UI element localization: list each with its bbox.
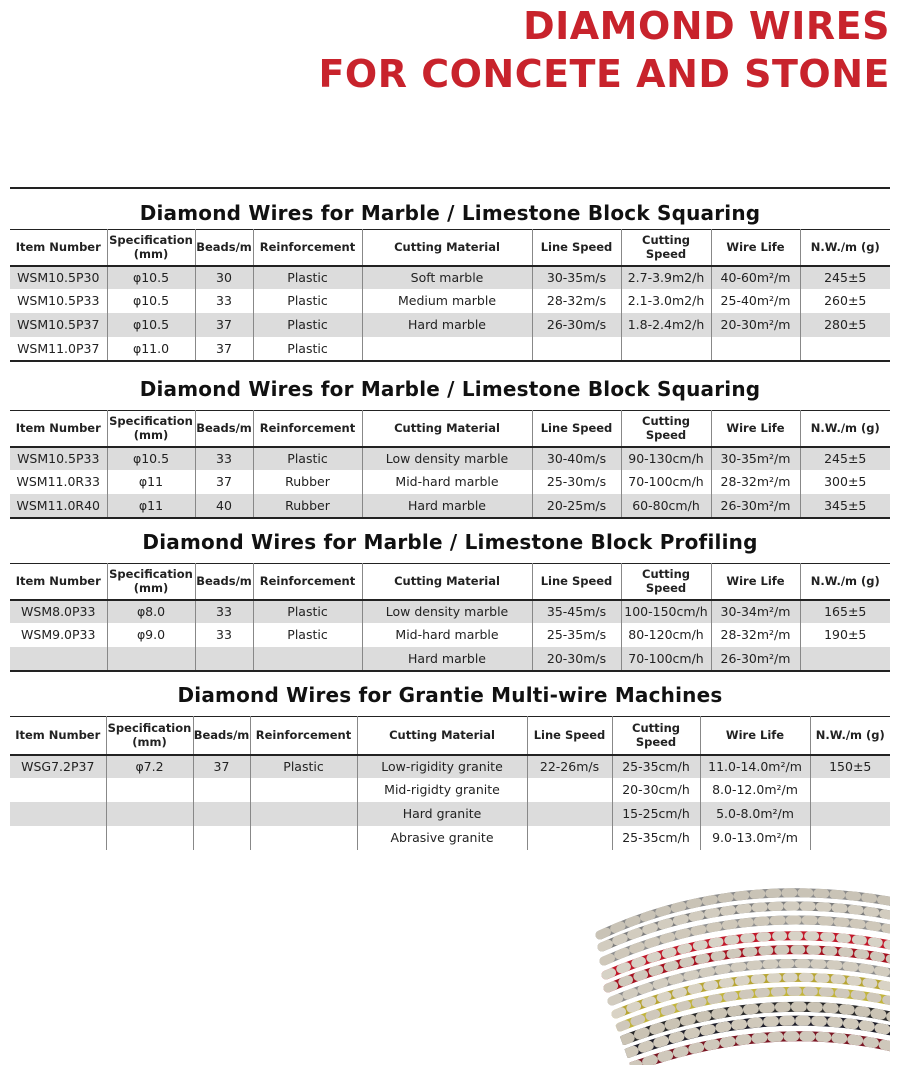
col-nw: N.W./m (g) bbox=[810, 717, 890, 755]
table-row bbox=[10, 337, 890, 361]
cell: 11.0-14.0m²/m bbox=[700, 755, 810, 778]
cell bbox=[106, 778, 193, 802]
cell: 40 bbox=[195, 494, 253, 518]
cell: 190±5 bbox=[800, 623, 890, 647]
cell bbox=[250, 826, 357, 850]
cell: 26-30m/s bbox=[532, 313, 621, 337]
cell: 15-25cm/h bbox=[612, 802, 700, 826]
cell: 37 bbox=[195, 337, 253, 361]
section-title: Diamond Wires for Grantie Multi-wire Machines bbox=[177, 683, 723, 707]
cell: 1.8-2.4m2/h bbox=[621, 313, 711, 337]
cell: 245±5 bbox=[800, 266, 890, 289]
cell bbox=[527, 802, 612, 826]
cell: 22-26m/s bbox=[527, 755, 612, 778]
cell bbox=[106, 802, 193, 826]
table-row bbox=[10, 470, 890, 494]
cell bbox=[106, 826, 193, 850]
cell: 2.7-3.9m2/h bbox=[621, 266, 711, 289]
col-reinforcement: Reinforcement bbox=[253, 411, 362, 447]
table-header bbox=[10, 717, 890, 755]
cell: 33 bbox=[195, 623, 253, 647]
col-cutting-speed: Cutting Speed bbox=[612, 717, 700, 755]
cell bbox=[195, 647, 253, 671]
col-wire-life: Wire Life bbox=[700, 717, 810, 755]
col-line-speed: Line Speed bbox=[527, 717, 612, 755]
cell: 37 bbox=[195, 470, 253, 494]
cell: 33 bbox=[195, 447, 253, 470]
section-title: Diamond Wires for Marble / Limestone Block Squaring bbox=[139, 201, 761, 225]
col-item-number: Item Number bbox=[15, 421, 101, 436]
col-nw: N.W./m (g) bbox=[800, 411, 890, 447]
col-cutting-speed: Cutting Speed bbox=[621, 230, 711, 266]
cell: Hard marble bbox=[362, 647, 532, 671]
cell: φ10.5 bbox=[107, 313, 195, 337]
section-1 bbox=[10, 187, 890, 362]
table-row bbox=[10, 266, 890, 289]
cell: 90-130cm/h bbox=[621, 447, 711, 470]
cell bbox=[193, 802, 250, 826]
cell: φ11 bbox=[107, 494, 195, 518]
cell: Soft marble bbox=[362, 266, 532, 289]
col-item-number: Item Number bbox=[15, 240, 101, 255]
cell: 37 bbox=[193, 755, 250, 778]
cell: Mid-hard marble bbox=[362, 470, 532, 494]
cell: 25-35m/s bbox=[532, 623, 621, 647]
cell: 25-30m/s bbox=[532, 470, 621, 494]
table-row bbox=[10, 313, 890, 337]
spec-table bbox=[10, 563, 890, 672]
table-row bbox=[10, 623, 890, 647]
cell: Rubber bbox=[253, 494, 362, 518]
col-specification: Specification (mm) bbox=[107, 411, 195, 447]
col-cutting-speed: Cutting Speed bbox=[621, 411, 711, 447]
cell: Low density marble bbox=[362, 447, 532, 470]
spec-table bbox=[10, 229, 890, 362]
col-wire-life: Wire Life bbox=[711, 230, 800, 266]
cell: Plastic bbox=[253, 289, 362, 313]
diamond-wire-photo bbox=[590, 875, 890, 1065]
cell bbox=[711, 337, 800, 361]
cell: Abrasive granite bbox=[357, 826, 527, 850]
section-title: Diamond Wires for Marble / Limestone Block Profiling bbox=[142, 530, 758, 554]
cell bbox=[250, 802, 357, 826]
col-cutting-material: Cutting Material bbox=[362, 230, 532, 266]
col-specification: Specification (mm) bbox=[107, 564, 195, 600]
table-row bbox=[10, 647, 890, 671]
cell: 70-100cm/h bbox=[621, 470, 711, 494]
cell: WSG7.2P37 bbox=[10, 755, 106, 778]
cell: φ7.2 bbox=[106, 755, 193, 778]
table-row bbox=[10, 494, 890, 518]
cell bbox=[527, 826, 612, 850]
cell: 260±5 bbox=[800, 289, 890, 313]
col-beads: Beads/m bbox=[195, 564, 253, 600]
cell: Rubber bbox=[253, 470, 362, 494]
section-4 bbox=[10, 674, 890, 850]
cell: 280±5 bbox=[800, 313, 890, 337]
table-header bbox=[10, 411, 890, 447]
cell: 26-30m²/m bbox=[711, 647, 800, 671]
cell bbox=[362, 337, 532, 361]
cell bbox=[527, 778, 612, 802]
cell: Plastic bbox=[253, 337, 362, 361]
col-line-speed: Line Speed bbox=[532, 230, 621, 266]
cell: 20-30m/s bbox=[532, 647, 621, 671]
table-row bbox=[10, 600, 890, 623]
cell bbox=[800, 647, 890, 671]
table-header bbox=[10, 230, 890, 266]
cell: WSM10.5P33 bbox=[10, 447, 107, 470]
page-title-line2: FOR CONCETE AND STONE bbox=[318, 52, 890, 96]
cell bbox=[10, 826, 106, 850]
table-header bbox=[10, 564, 890, 600]
col-beads: Beads/m bbox=[195, 411, 253, 447]
section-3 bbox=[10, 521, 890, 672]
cell: 20-30m²/m bbox=[711, 313, 800, 337]
cell: WSM11.0R40 bbox=[10, 494, 107, 518]
cell: Plastic bbox=[250, 755, 357, 778]
col-specification: Specification (mm) bbox=[107, 230, 195, 266]
cell: 165±5 bbox=[800, 600, 890, 623]
cell: 30-40m/s bbox=[532, 447, 621, 470]
col-nw: N.W./m (g) bbox=[800, 230, 890, 266]
table-row bbox=[10, 755, 890, 778]
spec-table bbox=[10, 716, 890, 850]
cell: Hard marble bbox=[362, 313, 532, 337]
cell: 25-35cm/h bbox=[612, 755, 700, 778]
cell: 33 bbox=[195, 600, 253, 623]
cell: 26-30m²/m bbox=[711, 494, 800, 518]
cell: 30-35m²/m bbox=[711, 447, 800, 470]
col-cutting-material: Cutting Material bbox=[357, 717, 527, 755]
section-2 bbox=[10, 368, 890, 519]
cell: Mid-rigidty granite bbox=[357, 778, 527, 802]
cell: 150±5 bbox=[810, 755, 890, 778]
table-row bbox=[10, 802, 890, 826]
cell bbox=[250, 778, 357, 802]
cell bbox=[107, 647, 195, 671]
cell: 28-32m²/m bbox=[711, 470, 800, 494]
cell: 100-150cm/h bbox=[621, 600, 711, 623]
spec-table bbox=[10, 410, 890, 519]
cell bbox=[810, 802, 890, 826]
cell: 30-34m²/m bbox=[711, 600, 800, 623]
col-line-speed: Line Speed bbox=[532, 411, 621, 447]
cell: φ10.5 bbox=[107, 447, 195, 470]
cell: WSM10.5P37 bbox=[10, 313, 107, 337]
table-row bbox=[10, 289, 890, 313]
cell: 70-100cm/h bbox=[621, 647, 711, 671]
cell: 80-120cm/h bbox=[621, 623, 711, 647]
cell bbox=[10, 647, 107, 671]
col-item-number: Item Number bbox=[15, 728, 101, 743]
cell: Low-rigidity granite bbox=[357, 755, 527, 778]
col-cutting-material: Cutting Material bbox=[362, 564, 532, 600]
cell: Plastic bbox=[253, 447, 362, 470]
cell: 28-32m²/m bbox=[711, 623, 800, 647]
cell bbox=[800, 337, 890, 361]
cell: WSM11.0R33 bbox=[16, 474, 100, 489]
cell: 37 bbox=[195, 313, 253, 337]
cell: 28-32m/s bbox=[532, 289, 621, 313]
cell: WSM11.0P37 bbox=[17, 340, 100, 356]
cell bbox=[10, 778, 106, 802]
page-title bbox=[318, 2, 890, 98]
col-reinforcement: Reinforcement bbox=[253, 564, 362, 600]
cell bbox=[621, 337, 711, 361]
cell: 25-35cm/h bbox=[612, 826, 700, 850]
col-item-number: Item Number bbox=[15, 574, 101, 589]
col-cutting-material: Cutting Material bbox=[362, 411, 532, 447]
col-cutting-speed: Cutting Speed bbox=[621, 564, 711, 600]
cell: 20-30cm/h bbox=[612, 778, 700, 802]
col-beads: Beads/m bbox=[193, 717, 250, 755]
col-line-speed: Line Speed bbox=[532, 564, 621, 600]
cell: 345±5 bbox=[800, 494, 890, 518]
cell: 35-45m/s bbox=[532, 600, 621, 623]
cell bbox=[810, 826, 890, 850]
cell: WSM8.0P33 bbox=[10, 600, 107, 623]
cell bbox=[193, 826, 250, 850]
cell: 245±5 bbox=[800, 447, 890, 470]
cell: 300±5 bbox=[800, 470, 890, 494]
cell: φ10.5 bbox=[107, 289, 195, 313]
cell: φ11 bbox=[107, 470, 195, 494]
col-reinforcement: Reinforcement bbox=[250, 717, 357, 755]
cell bbox=[10, 802, 106, 826]
cell bbox=[810, 778, 890, 802]
cell: Plastic bbox=[253, 313, 362, 337]
cell: WSM9.0P33 bbox=[21, 627, 96, 642]
cell: Hard marble bbox=[362, 494, 532, 518]
cell: φ10.5 bbox=[107, 266, 195, 289]
cell: 60-80cm/h bbox=[621, 494, 711, 518]
col-beads: Beads/m bbox=[195, 230, 253, 266]
cell: φ8.0 bbox=[107, 600, 195, 623]
cell: Low density marble bbox=[362, 600, 532, 623]
cell: 9.0-13.0m²/m bbox=[700, 826, 810, 850]
cell: 5.0-8.0m²/m bbox=[700, 802, 810, 826]
cell: WSM10.5P33 bbox=[17, 293, 100, 308]
col-wire-life: Wire Life bbox=[711, 411, 800, 447]
col-reinforcement: Reinforcement bbox=[253, 230, 362, 266]
cell: Hard granite bbox=[357, 802, 527, 826]
cell: Medium marble bbox=[362, 289, 532, 313]
col-wire-life: Wire Life bbox=[711, 564, 800, 600]
cell: 30 bbox=[195, 266, 253, 289]
cell: 33 bbox=[195, 289, 253, 313]
cell: 25-40m²/m bbox=[711, 289, 800, 313]
cell: Plastic bbox=[253, 600, 362, 623]
cell bbox=[193, 778, 250, 802]
cell: 2.1-3.0m2/h bbox=[621, 289, 711, 313]
section-title: Diamond Wires for Marble / Limestone Block Squaring bbox=[139, 377, 761, 401]
cell: Plastic bbox=[253, 623, 362, 647]
cell bbox=[532, 337, 621, 361]
cell: 40-60m²/m bbox=[711, 266, 800, 289]
col-nw: N.W./m (g) bbox=[800, 564, 890, 600]
table-row bbox=[10, 778, 890, 802]
cell: φ11.0 bbox=[107, 337, 195, 361]
page-title-line1: DIAMOND WIRES bbox=[523, 4, 890, 48]
cell: WSM10.5P30 bbox=[10, 266, 107, 289]
cell: φ9.0 bbox=[107, 623, 195, 647]
col-specification: Specification (mm) bbox=[106, 717, 193, 755]
table-row bbox=[10, 826, 890, 850]
cell: 30-35m/s bbox=[532, 266, 621, 289]
table-row bbox=[10, 447, 890, 470]
cell: Mid-hard marble bbox=[362, 623, 532, 647]
cell: 20-25m/s bbox=[532, 494, 621, 518]
cell bbox=[253, 647, 362, 671]
cell: 8.0-12.0m²/m bbox=[700, 778, 810, 802]
cell: Plastic bbox=[253, 266, 362, 289]
